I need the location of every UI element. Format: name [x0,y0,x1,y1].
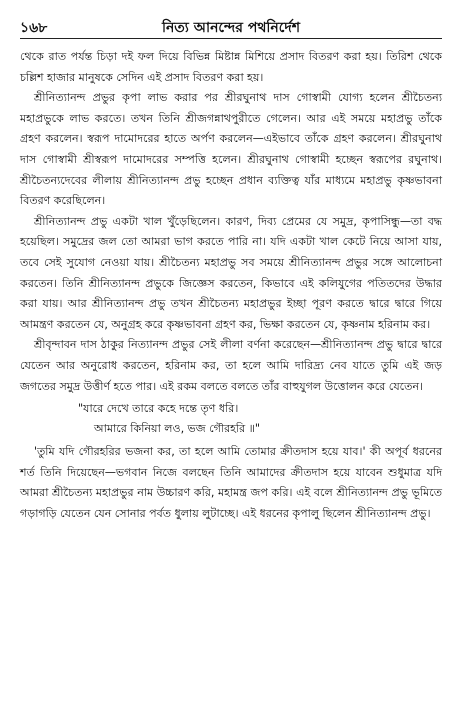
verse-line: আমারে কিনিয়া লও, ভজ গৌরহরি ॥" [94,422,260,436]
running-title: নিত্য আনন্দের পথনির্দেশ [161,20,301,36]
verse-quote [20,399,442,439]
paragraph: থেকে রাত পর্যন্ত চিড়া দই ফল দিয়ে বিভিন্ন মিষ্টান্ন মিশিয়ে প্রসাদ বিতরণ করা হয়। তিরিশ থেকে চল্লিশ হাজার মানুষকে সেদিন এই প্রসাদ বিতরণ করা হয়। [20,50,442,84]
page-number: ১৬৮ [20,20,48,36]
body-text [20,47,442,524]
document-page [20,14,442,690]
verse-line: "যারে দেখে তারে কহে দন্তে তৃণ ধরি। [78,402,239,416]
page-header [20,14,442,39]
paragraph: শ্রীনিত্যানন্দ প্রভুর কৃপা লাভ করার পর শ্রীরঘুনাথ দাস গোস্বামী যোগ্য হলেন শ্রীচৈতন্য মহাপ্রভুকে লাভ করতে। তখন তিনি শ্রীজগন্নাথপুরীতে গেলেন। আর এই সময়ে মহাপ্রভু তাঁকে গ্রহণ করলেন। স্বরূপ দামোদরের হাতে অর্পণ করলেন—এইভাবে তাঁকে গ্রহণ করলেন। শ্রীরঘুনাথ দাস গোস্বামী শ্রীস্বরূপ দামোদরের সম্পত্তি হলেন। শ্রীরঘুনাথ গোস্বামী হচ্ছেন স্বরূপের রঘুনাথ। শ্রীচৈতন্যদেবের লীলায় শ্রীনিত্যানন্দ প্রভু হচ্ছেন প্রধান ব্যক্তিত্ব যাঁর মাধ্যমে মহাপ্রভু কৃষ্ণভাবনা বিতরণ করেছিলেন। [20,91,442,208]
paragraph: শ্রীবৃন্দাবন দাস ঠাকুর নিত্যানন্দ প্রভুর সেই লীলা বর্ণনা করেছেন—শ্রীনিত্যানন্দ প্রভু দ্বারে দ্বারে যেতেন আর অনুরোধ করতেন, হরিনাম কর, তা হলে আমি দারিদ্র্য নেব যাতে তুমি এই জড় জগতের সমুদ্র উত্তীর্ণ হতে পার। এই রকম বলতে বলতে তাঁর বাহুযুগল উত্তোলন করে যেতেন। [20,338,442,393]
paragraph: 'তুমি যদি গৌরহরির ভজনা কর, তা হলে আমি তোমার ক্রীতদাস হয়ে যাব।' কী অপূর্ব ধরনের শর্ত তিনি দিয়েছেন—ভগবান নিজে বলছেন তিনি আমাদের ক্রীতদাস হয়ে যাবেন শুধুমাত্র যদি আমরা শ্রীচৈতন্য মহাপ্রভুর নাম উচ্চারণ করি, মহামন্ত্র জপ করি। এই বলে শ্রীনিত্যানন্দ প্রভু ভূমিতে গড়াগড়ি যেতেন যেন সোনার পর্বত ধুলায় লুটাচ্ছে। এই ধরনের কৃপালু ছিলেন শ্রীনিত্যানন্দ প্রভু। [20,445,442,520]
paragraph: শ্রীনিত্যানন্দ প্রভু একটা খাল খুঁড়েছিলেন। কারণ, দিব্য প্রেমের যে সমুদ্র, কৃপাসিন্ধু—তা বদ্ধ হয়েছিল। সমুদ্রের জল তো আমরা ভাগ করতে পারি না। যদি একটা খাল কেটে নিয়ে আসা যায়, তবে সেই সুযোগ নেওয়া যায়। শ্রীচৈতন্য মহাপ্রভু সব সময়ে শ্রীনিত্যানন্দ প্রভুর সঙ্গে আলোচনা করতেন। তিনি শ্রীনিত্যানন্দ প্রভুকে জিজ্ঞেস করতেন, কিভাবে এই কলিযুগের পতিতদের উদ্ধার করা যায়। আর শ্রীনিত্যানন্দ প্রভু তখন শ্রীচৈতন্য মহাপ্রভুর ইচ্ছা পূরণ করতে দ্বারে দ্বারে গিয়ে আমন্ত্রণ করতেন যে, অনুগ্রহ করে কৃষ্ণভাবনা গ্রহণ কর, ভিক্ষা করতেন যে, কৃষ্ণনাম হরিনাম কর। [20,214,442,331]
